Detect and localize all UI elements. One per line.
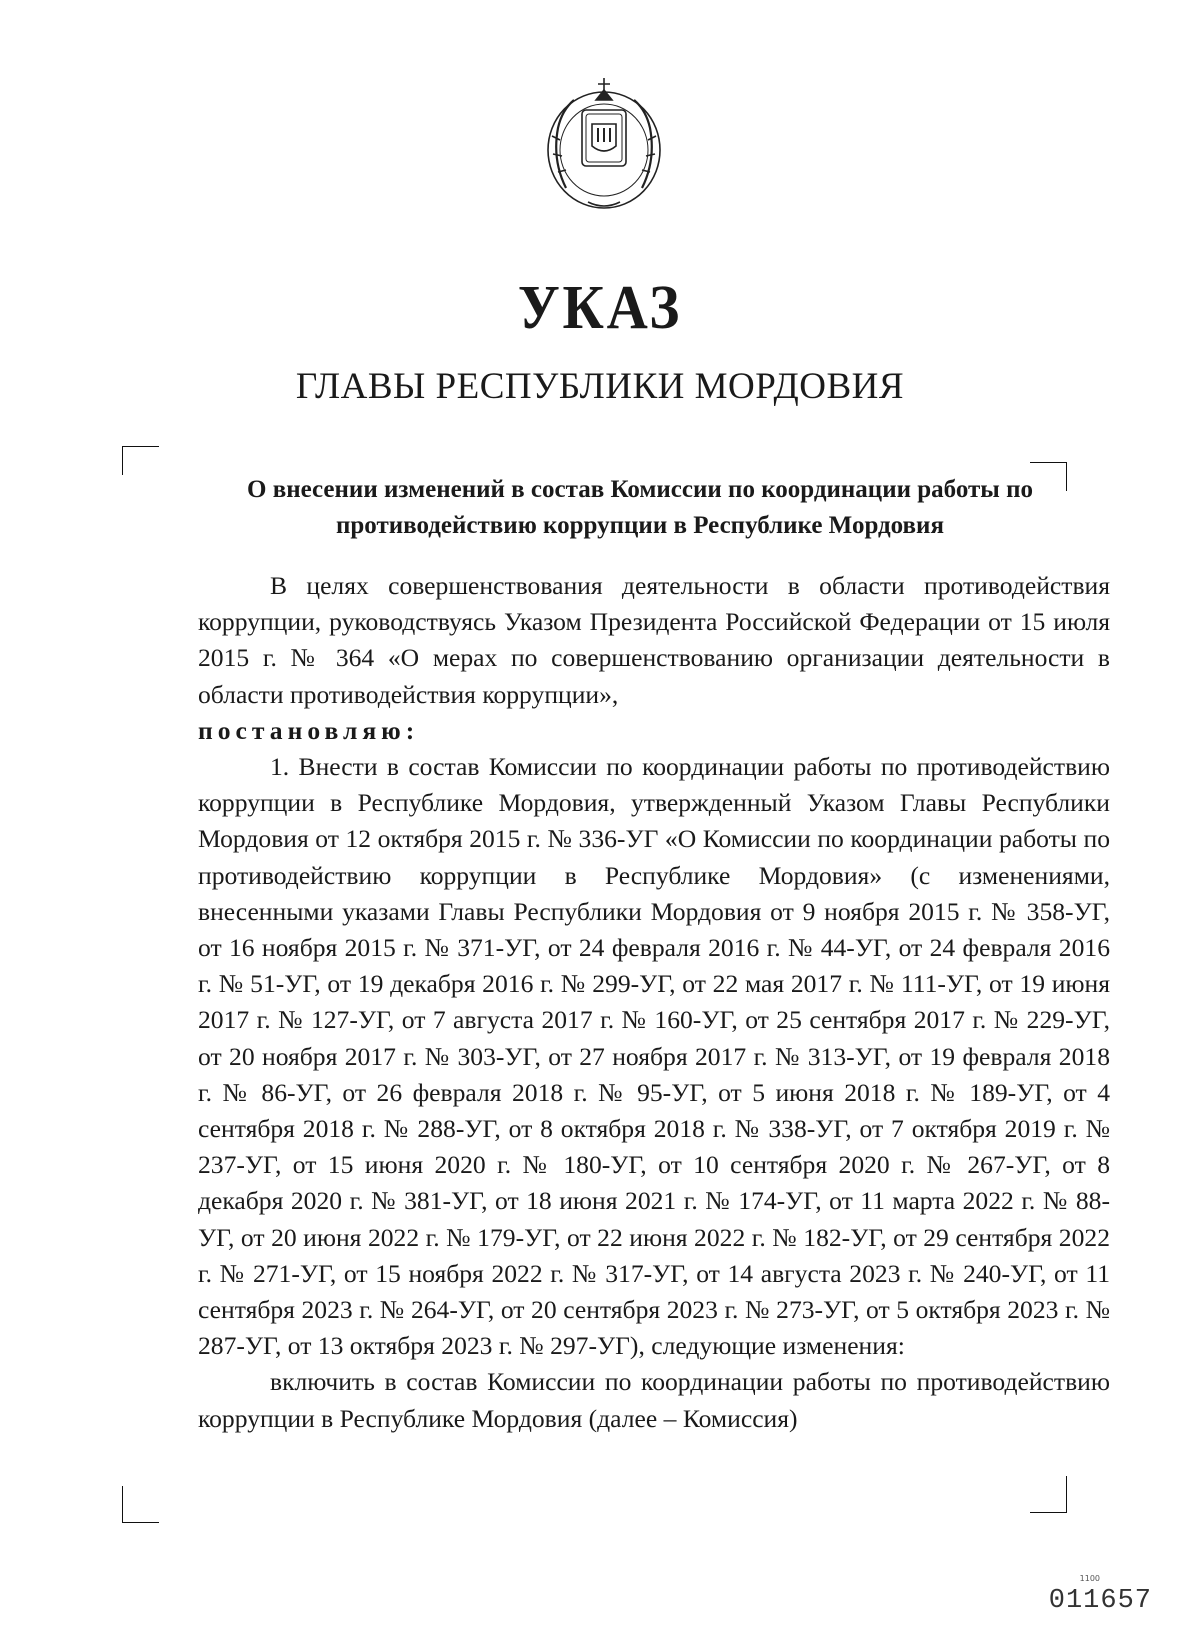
- corner-mark-top-left: [122, 446, 159, 475]
- corner-mark-bottom-right: [1030, 1476, 1067, 1513]
- coat-of-arms-icon: [536, 70, 672, 212]
- decree-heading: О внесении изменений в состав Комиссии по координации работы по противодействию коррупции в Республике Мордовия: [247, 476, 1033, 539]
- item-1-paragraph: 1. Внести в состав Комиссии по координации работы по противодействию коррупции в Республике Мордовия, утвержденный Указом Главы Республики Мордовия от 12 октября 2015 г. № 336-УГ «О Комиссии по координации работы по противодействию коррупции в Республике Мордовия» (с изменениями, внесенными указами Главы Республики Мордовия от 9 ноября 2015 г. № 358-УГ, от 16 ноября 2015 г. № 371-УГ, от 24 февраля 2016 г. № 44-УГ, от 24 февраля 2016 г. № 51-УГ, от 19 декабря 2016 г. № 299-УГ, от 22 мая 2017 г. № 111-УГ, от 19 июня 2017 г. № 127-УГ, от 7 августа 2017 г. № 160-УГ, от 25 сентября 2017 г. № 229-УГ, от 20 ноября 2017 г. № 303-УГ, от 27 ноября 2017 г. № 313-УГ, от 19 февраля 2018 г. № 86-УГ, от 26 февраля 2018 г. № 95-УГ, от 5 июня 2018 г. № 189-УГ, от 4 сентября 2018 г. № 288-УГ, от 8 октября 2018 г. № 338-УГ, от 7 октября 2019 г. № 237-УГ, от 15 июня 2020 г. № 180-УГ, от 10 сентября 2020 г. № 267-УГ, от 8 декабря 2020 г. № 381-УГ, от 18 июня 2021 г. № 174-УГ, от 11 марта 2022 г. № 88-УГ, от 20 июня 2022 г. № 179-УГ, от 22 июня 2022 г. № 182-УГ, от 29 сентября 2022 г. № 271-УГ, от 15 ноября 2022 г. № 317-УГ, от 14 августа 2023 г. № 240-УГ, от 11 сентября 2023 г. № 264-УГ, от 20 сентября 2023 г. № 273-УГ, от 5 октября 2023 г. № 287-УГ, от 13 октября 2023 г. № 297-УГ), следующие изменения:: [198, 752, 1110, 1361]
- item-1-change-paragraph: включить в состав Комиссии по координации работы по противодействию коррупции в Республике Мордовия (далее – Комиссия): [198, 1367, 1110, 1433]
- small-stamp-mark: 1100: [1079, 1574, 1100, 1583]
- document-number: 011657: [1048, 1586, 1152, 1616]
- decree-word: постановляю:: [198, 715, 420, 745]
- document-subtitle: ГЛАВЫ РЕСПУБЛИКИ МОРДОВИЯ: [295, 366, 905, 407]
- intro-paragraph: В целях совершенствования деятельности в области противодействия коррупции, руководствуясь Указом Президента Российской Федерации от 15 июля 2015 г. № 364 «О мерах по совершенствованию организации деятельности в области противодействия коррупции»,: [198, 571, 1110, 709]
- document-title: УКАЗ: [517, 274, 683, 342]
- corner-mark-bottom-left: [122, 1486, 159, 1523]
- decree-word-paragraph: [198, 713, 1110, 749]
- decree-body: [198, 568, 1110, 1437]
